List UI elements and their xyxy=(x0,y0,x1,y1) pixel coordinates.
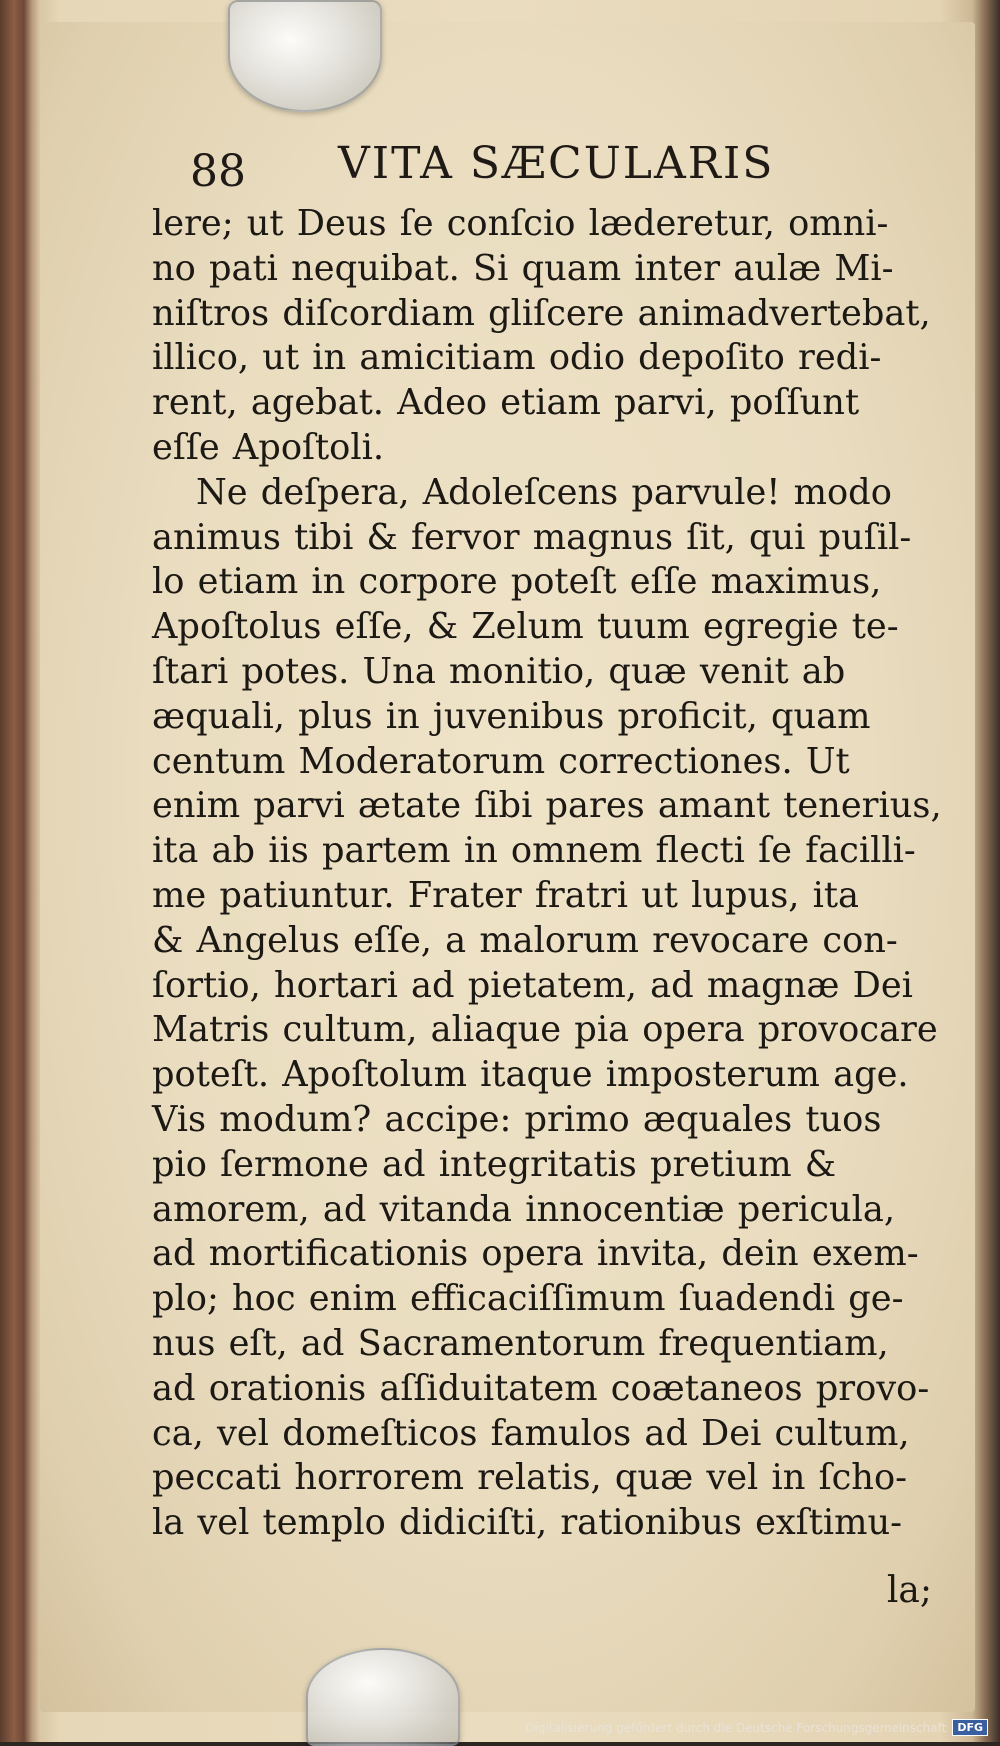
text-line: illico, ut in amicitiam odio depoſito redi- xyxy=(152,337,882,379)
page-clip-top xyxy=(228,0,382,112)
text-line: Matris cultum, aliaque pia opera provocare xyxy=(152,1009,938,1051)
text-line: ad mortificationis opera invita, dein exem- xyxy=(152,1233,919,1275)
text-line: ſortio, hortari ad pietatem, ad magnæ Dei xyxy=(152,964,913,1006)
text-line: niſtros diſcordiam gliſcere animadvertebat, xyxy=(152,292,931,334)
catchword: la; xyxy=(886,1570,932,1611)
text-line: lere; ut Deus ſe conſcio læderetur, omni- xyxy=(152,203,889,244)
text-line: ita ab iis partem in omnem flecti ſe facilli- xyxy=(152,830,916,872)
text-line: peccati horrorem relatis, quæ vel in ſcho- xyxy=(152,1457,908,1499)
page-header xyxy=(0,138,1000,198)
text-line: plo; hoc enim efficaciſſimum ſuadendi ge- xyxy=(152,1278,904,1320)
text-line: ca, vel domeſticos famulos ad Dei cultum, xyxy=(152,1412,910,1454)
text-line: lo etiam in corpore poteſt eſſe maximus, xyxy=(152,561,882,603)
running-title: VITA SÆCULARIS xyxy=(338,138,775,189)
text-line: me patiuntur. Frater fratri ut lupus, ita xyxy=(152,874,860,916)
text-line: enim parvi ætate ſibi pares amant tenerius, xyxy=(152,785,942,827)
text-line: nus eſt, ad Sacramentorum frequentiam, xyxy=(152,1322,889,1364)
text-line: no pati nequibat. Si quam inter aulæ Mi- xyxy=(152,247,894,289)
text-line: rent, agebat. Adeo etiam parvi, poſſunt xyxy=(152,382,860,424)
text-line: centum Moderatorum correctiones. Ut xyxy=(152,740,850,782)
text-line: amorem, ad vitanda innocentiæ pericula, xyxy=(152,1188,896,1230)
text-line: pio ſermone ad integritatis pretium & xyxy=(152,1143,837,1185)
dfg-logo: DFG xyxy=(952,1719,988,1736)
page-number: 88 xyxy=(190,146,246,197)
text-line: & Angelus eſſe, a malorum revocare con- xyxy=(152,919,898,961)
text-line: Apoſtolus eſſe, & Zelum tuum egregie te- xyxy=(152,606,899,648)
text-line: Vis modum? accipe: primo æquales tuos xyxy=(152,1098,882,1140)
text-line: æquali, plus in juvenibus proficit, quam xyxy=(152,695,871,737)
body-text xyxy=(152,202,972,1546)
text-line: eſſe Apoſtoli. xyxy=(152,426,385,468)
credit-text: Digitalisierung gefördert durch die Deutsche Forschungsgemeinschaft xyxy=(525,1720,947,1735)
digitization-credit xyxy=(525,1719,988,1736)
text-line: ſtari potes. Una monitio, quæ venit ab xyxy=(152,650,846,692)
text-line: poteſt. Apoſtolum itaque imposterum age. xyxy=(152,1054,909,1096)
text-line: la vel templo didiciſti, rationibus exſtimu- xyxy=(152,1502,903,1544)
page-clip-bottom xyxy=(306,1648,460,1746)
text-line: ad orationis aſſiduitatem coætaneos provo- xyxy=(152,1367,930,1409)
paragraph-start-line: Ne deſpera, Adoleſcens parvule! modo xyxy=(196,471,892,513)
text-line: animus tibi & fervor magnus ſit, qui puſil- xyxy=(152,516,912,558)
